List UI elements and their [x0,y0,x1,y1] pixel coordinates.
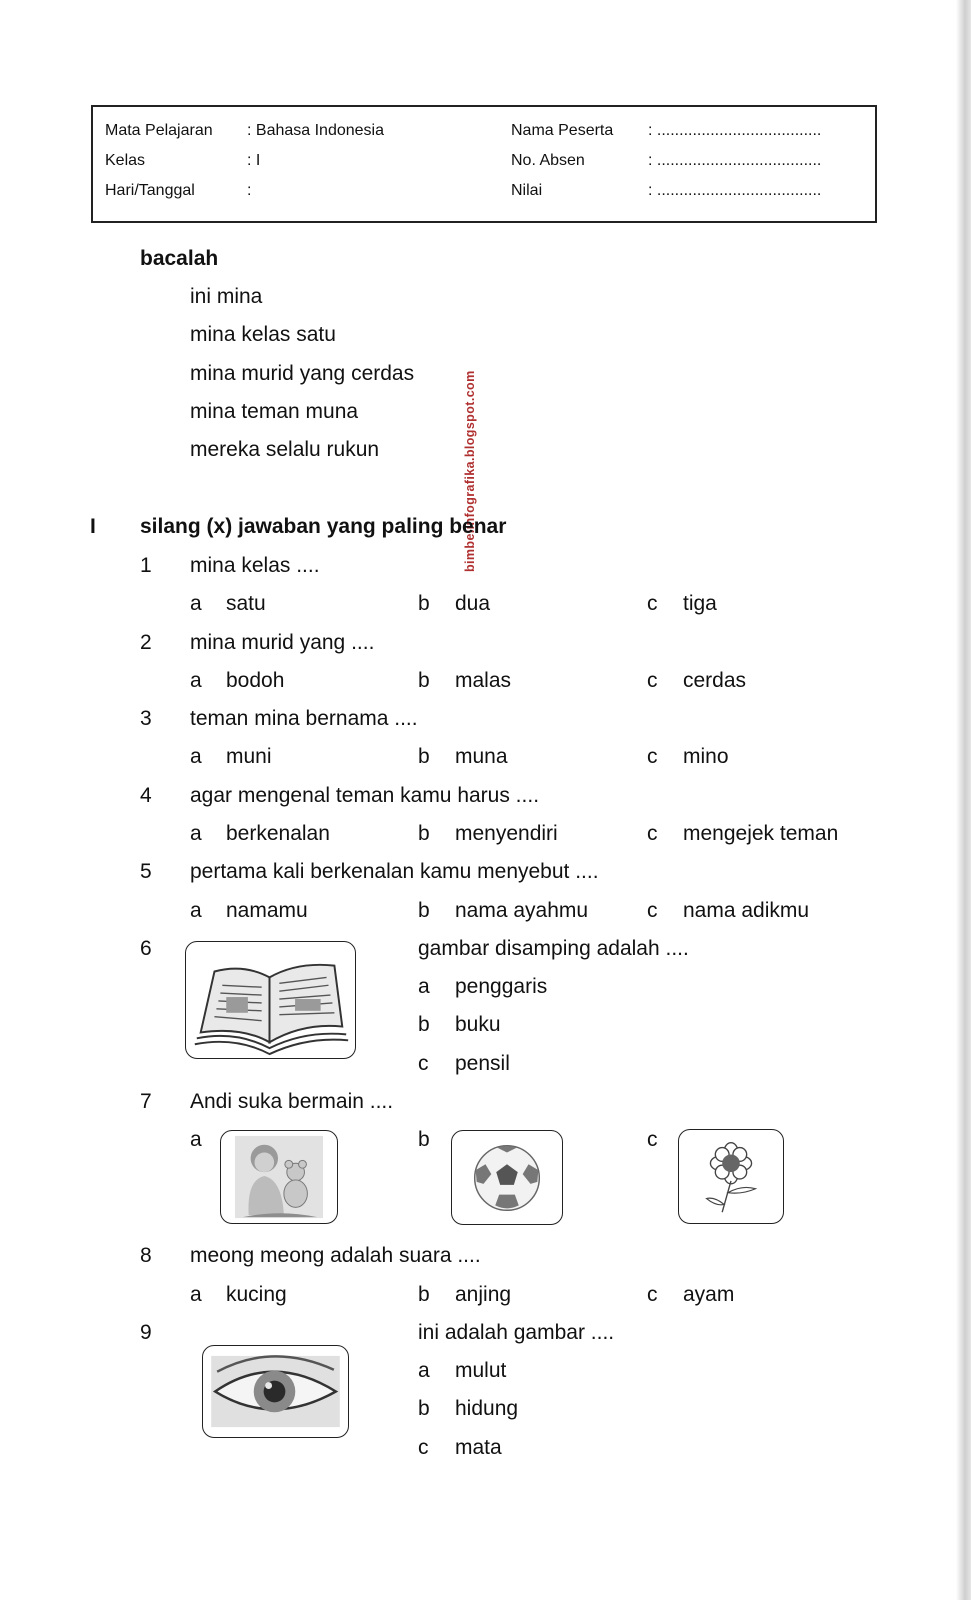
option-text[interactable]: tiga [683,592,717,615]
header-label-score: Nilai [511,182,543,199]
header-value-name: : ..................................... [648,122,822,139]
header-label-name: Nama Peserta [511,122,614,139]
option-letter[interactable]: c [647,745,658,768]
question-text: pertama kali berkenalan kamu menyebut .... [190,860,599,883]
option-letter[interactable]: a [190,745,202,768]
option-text[interactable]: mata [455,1436,502,1459]
option-letter[interactable]: b [418,822,430,845]
question-text: ini adalah gambar .... [418,1321,615,1344]
header-label-subject: Mata Pelajaran [105,122,213,139]
option-letter[interactable]: c [647,1283,658,1306]
header-label-absen: No. Absen [511,152,585,169]
header-value-score: : ..................................... [648,182,822,199]
page-edge-shadow [956,0,971,1600]
reading-title: bacalah [140,247,219,270]
option-text[interactable]: muni [226,745,272,768]
option-letter[interactable]: a [190,592,202,615]
question-number: 1 [140,554,152,577]
option-text[interactable]: buku [455,1013,501,1036]
question-number: 6 [140,937,152,960]
question-number: 8 [140,1244,152,1267]
option-letter[interactable]: c [647,669,658,692]
reading-line: mina kelas satu [190,323,336,346]
question-text: meong meong adalah suara .... [190,1244,481,1267]
option-letter[interactable]: a [418,975,430,998]
option-text[interactable]: malas [455,669,512,692]
soccer-ball-icon[interactable] [451,1130,563,1225]
option-letter[interactable]: b [418,1128,430,1151]
section-instruction: silang (x) jawaban yang paling benar [140,515,507,538]
question-number: 9 [140,1321,152,1344]
option-text[interactable]: nama ayahmu [455,899,589,922]
question-number: 5 [140,860,152,883]
question-number: 7 [140,1090,152,1113]
option-letter[interactable]: a [190,1283,202,1306]
option-letter[interactable]: b [418,899,430,922]
question-text: mina murid yang .... [190,631,375,654]
option-letter[interactable]: a [190,1128,202,1151]
option-letter[interactable]: b [418,1397,430,1420]
option-text[interactable]: dua [455,592,491,615]
option-letter[interactable]: b [418,1283,430,1306]
option-text[interactable]: bodoh [226,669,285,692]
option-text[interactable]: mino [683,745,729,768]
option-text[interactable]: berkenalan [226,822,330,845]
option-letter[interactable]: a [190,669,202,692]
option-letter[interactable]: a [190,899,202,922]
header-value-date: : [247,182,252,199]
header-value-absen: : ..................................... [648,152,822,169]
option-text[interactable]: cerdas [683,669,747,692]
question-text: teman mina bernama .... [190,707,418,730]
option-letter[interactable]: c [647,822,658,845]
reading-line: mina teman muna [190,400,359,423]
option-text[interactable]: ayam [683,1283,735,1306]
question-number: 4 [140,784,152,807]
question-text: agar mengenal teman kamu harus .... [190,784,540,807]
question-text: mina kelas .... [190,554,320,577]
option-text[interactable]: satu [226,592,266,615]
option-letter[interactable]: c [418,1052,429,1075]
option-letter[interactable]: a [418,1359,430,1382]
watermark: bimbelinfografika.blogspot.com [463,370,477,572]
header-value-class: : I [247,152,261,169]
reading-line: mereka selalu rukun [190,438,380,461]
option-letter[interactable]: a [190,822,202,845]
option-text[interactable]: mengejek teman [683,822,839,845]
option-letter[interactable]: b [418,592,430,615]
option-text[interactable]: mulut [455,1359,507,1382]
option-letter[interactable]: b [418,669,430,692]
option-text[interactable]: muna [455,745,508,768]
option-letter[interactable]: c [418,1436,429,1459]
option-text[interactable]: nama adikmu [683,899,810,922]
question-text: gambar disamping adalah .... [418,937,689,960]
reading-line: ini mina [190,285,263,308]
option-letter[interactable]: c [647,1128,658,1151]
eye-icon [202,1345,349,1438]
flower-icon[interactable] [678,1129,784,1224]
option-letter[interactable]: c [647,899,658,922]
header-label-date: Hari/Tanggal [105,182,195,199]
question-number: 2 [140,631,152,654]
option-text[interactable]: anjing [455,1283,512,1306]
option-letter[interactable]: b [418,745,430,768]
section-number: I [90,515,96,538]
header-value-subject: : Bahasa Indonesia [247,122,384,139]
option-letter[interactable]: c [647,592,658,615]
reading-line: mina murid yang cerdas [190,362,415,385]
question-text: Andi suka bermain .... [190,1090,394,1113]
option-text[interactable]: menyendiri [455,822,558,845]
option-text[interactable]: pensil [455,1052,510,1075]
option-text[interactable]: namamu [226,899,308,922]
option-text[interactable]: kucing [226,1283,287,1306]
child-with-teddy-bear-icon[interactable] [220,1130,338,1224]
option-text[interactable]: penggaris [455,975,548,998]
header-label-class: Kelas [105,152,146,169]
option-letter[interactable]: b [418,1013,430,1036]
question-number: 3 [140,707,152,730]
book-icon [185,941,356,1059]
option-text[interactable]: hidung [455,1397,519,1420]
